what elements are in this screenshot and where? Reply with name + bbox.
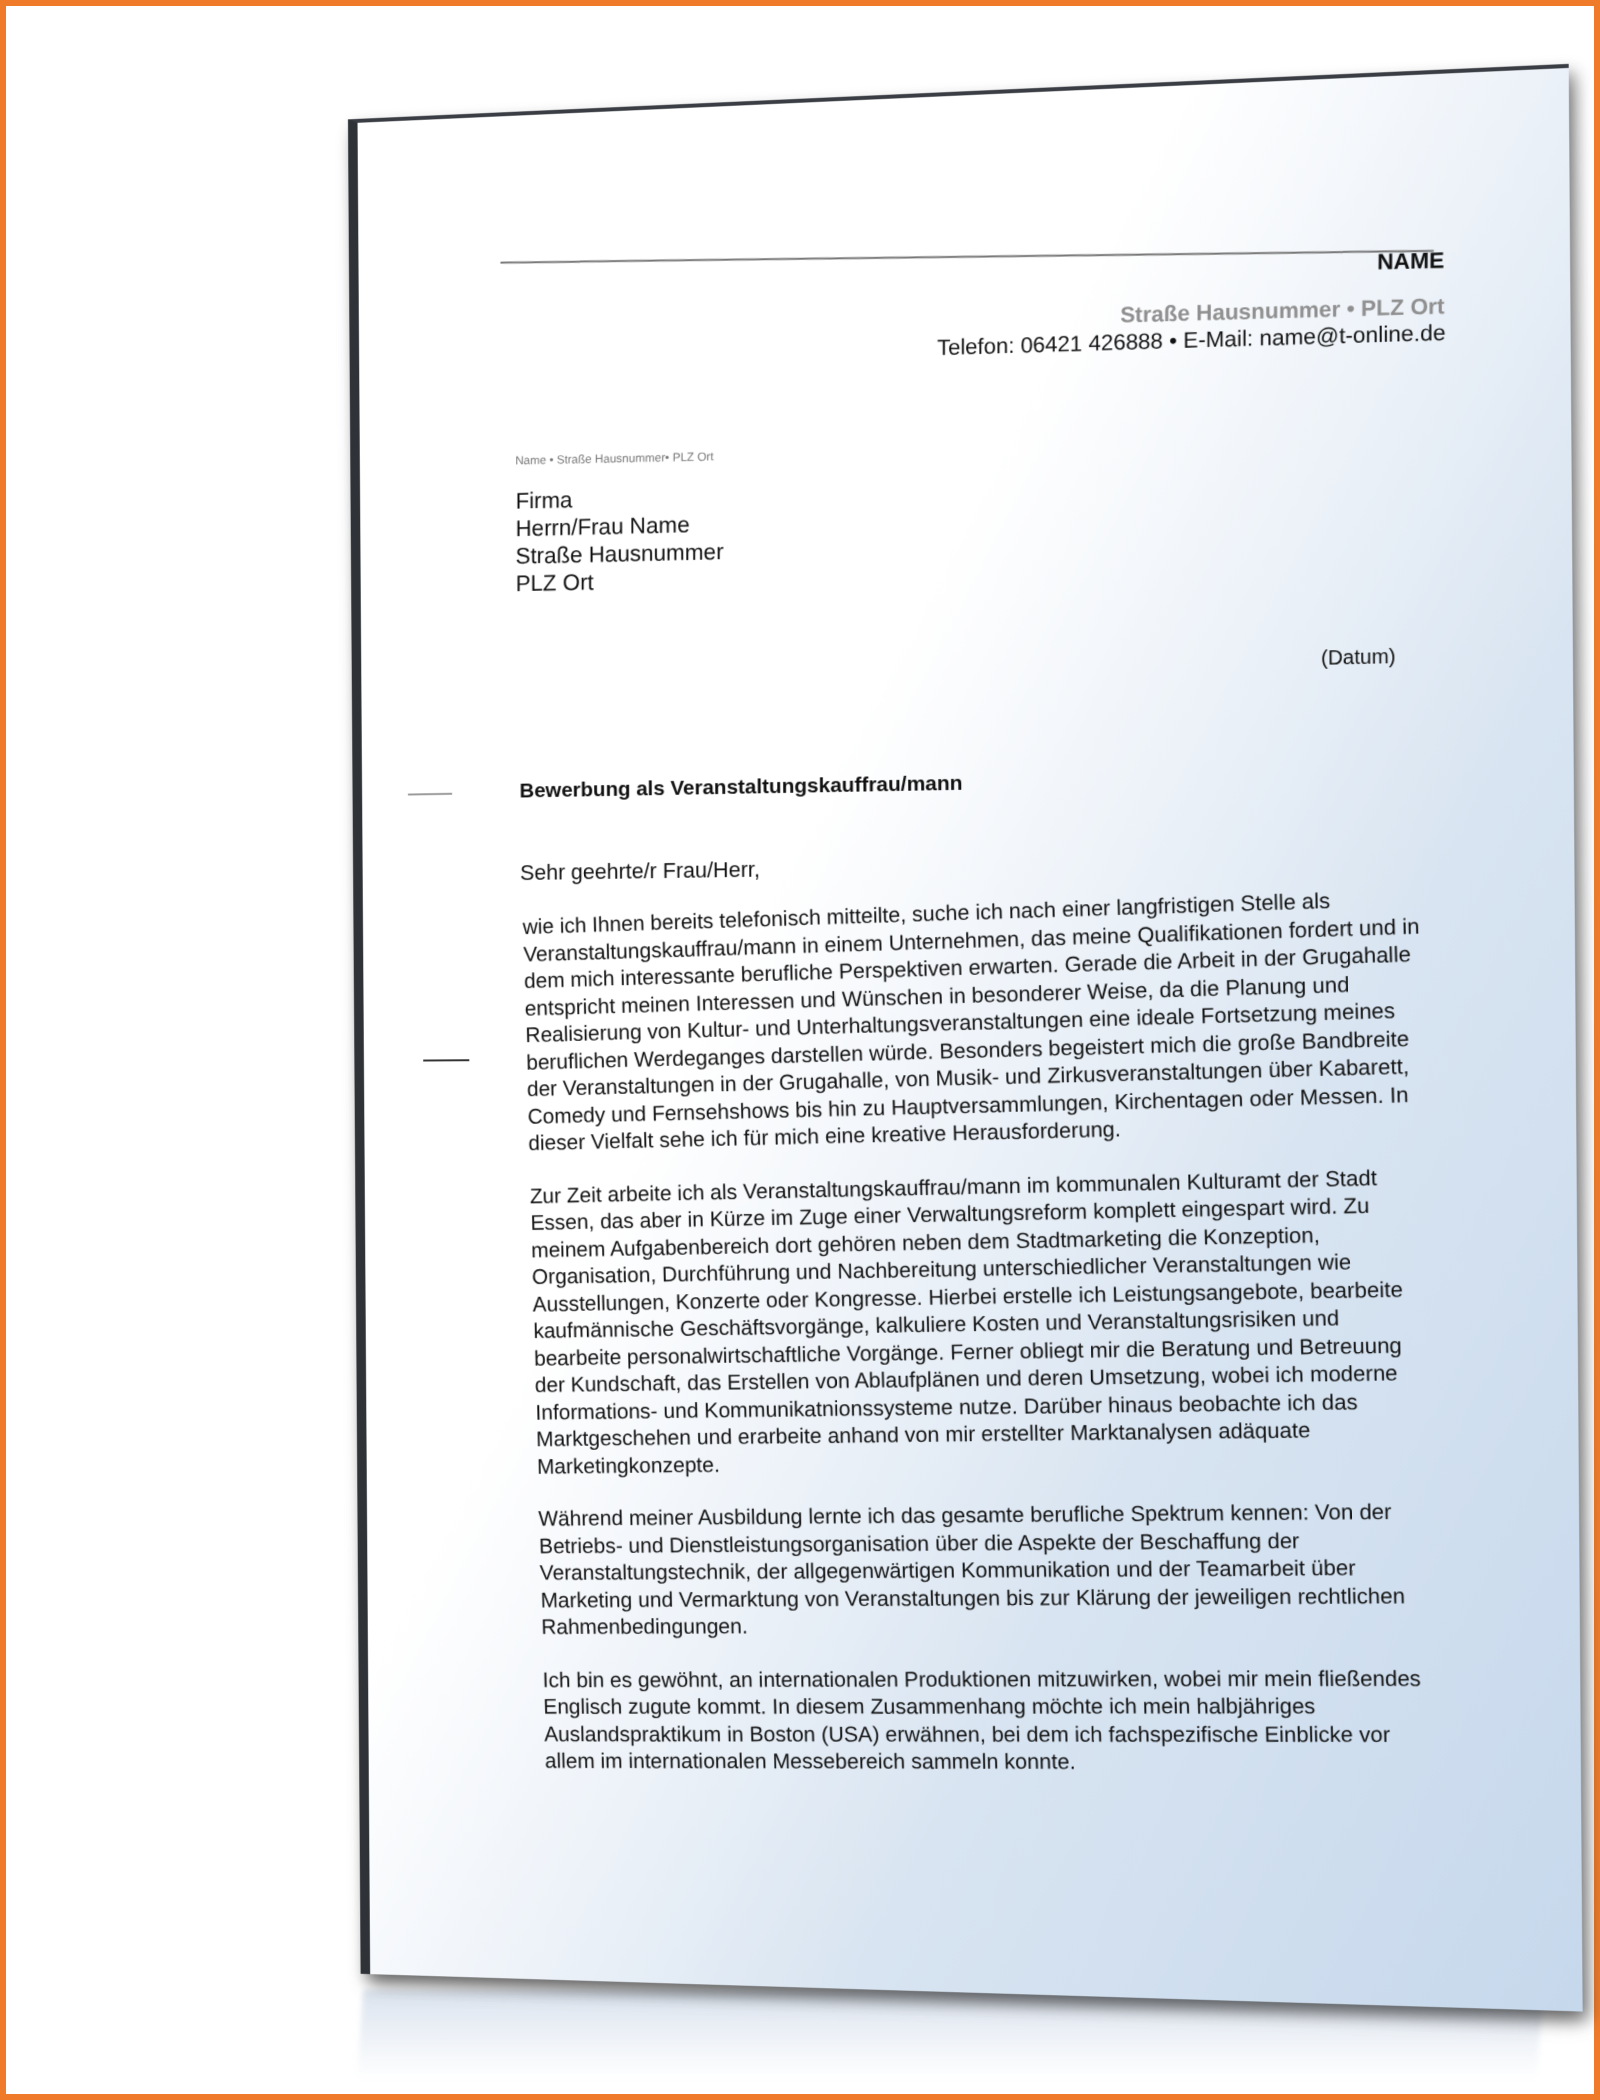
letter-page bbox=[348, 64, 1583, 2012]
fold-mark bbox=[408, 793, 452, 796]
header-address: Straße Hausnummer • PLZ Ort bbox=[1120, 293, 1445, 328]
header-contact: Telefon: 06421 426888 • E-Mail: name@t-online.de bbox=[936, 319, 1446, 361]
recipient-person: Herrn/Frau Name bbox=[515, 511, 690, 542]
letter-date: (Datum) bbox=[1320, 645, 1396, 670]
recipient-address bbox=[516, 482, 724, 597]
letter-salutation: Sehr geehrte/r Frau/Herr, bbox=[520, 856, 761, 885]
recipient-company: Firma bbox=[515, 486, 573, 514]
header-name: NAME bbox=[1377, 247, 1445, 275]
letter-body bbox=[522, 885, 1449, 1804]
sender-return-address: Name • Straße Hausnummer• PLZ Ort bbox=[515, 449, 714, 468]
recipient-street: Straße Hausnummer bbox=[515, 538, 724, 569]
body-paragraph-2: Zur Zeit arbeite ich als Veranstaltungskauffrau/mann im kommunalen Kulturamt der Stadt Essen, das aber in Kürze im Zuge einer Verwaltungsreform komplett eingespart wird. Zu meinem Aufgabenbereich dort gehören neben dem Stadtmarketing die Konzeption, Organisation, Durchführung und Nachbereitung unterschiedlicher Veranstaltungen wie Ausstellungen, Konzerte oder Kongresse. Hierbei erstelle ich Leistungsangebote, bearbeite kaufmännische Geschäftsvorgänge, kalkuliere Kosten und Veranstaltungsrisiken und bearbeite personalwirtschaftliche Vorgänge. Ferner obliegt mir die Beratung und Betreuung der Kundschaft, das Erstellen von Ablaufplänen und deren Umsetzung, wobei ich moderne Informations- und Kommunikatnionssysteme nutze. Darüber hinaus beobachte ich das Marktgeschehen und erarbeite anhand von mir erstellter Marktanalysen adäquate Marketingkonzepte. bbox=[529, 1165, 1404, 1479]
letter-subject: Bewerbung als Veranstaltungskauffrau/mann bbox=[519, 771, 963, 803]
body-paragraph-1: wie ich Ihnen bereits telefonisch mitteilte, suche ich nach einer langfristigen Stelle als Veranstaltungskauffrau/mann in einem Unternehmen, das meine Qualifikationen fordert und in dem mich interessante berufliche Perspektiven erwarten. Gerade die Arbeit in der Grugahalle entspricht meinen Interessen und Wünschen in besonderer Weise, da die Planung und Realisierung von Kultur- und Unterhaltungsveranstaltungen eine ideale Fortsetzung meines beruflichen Werdeganges darstellen würde. Besonders begeistert mich die große Bandbreite der Veranstaltungen in der Grugahalle, von Musik- und Zirkusveranstaltungen über Kabarett, Comedy und Fernsehshows bis hin zu Hauptversammlungen, Kirchentagen oder Messen. In dieser Vielfalt sehe ich für mich eine kreative Herausforderung. bbox=[522, 888, 1420, 1156]
header-rule bbox=[500, 250, 1433, 264]
body-paragraph-4: Ich bin es gewöhnt, an internationalen Produktionen mitzuwirken, wobei mir mein fließendes Englisch zugute kommt. In diesem Zusammenhang möchte ich mein halbjähriges Auslandspraktikum in Boston (USA) erwähnen, bei dem ich fachspezifische Einblicke vor allem im internationalen Messebereich sammeln konnte. bbox=[542, 1665, 1422, 1774]
punch-mark bbox=[423, 1059, 469, 1061]
recipient-city: PLZ Ort bbox=[515, 568, 594, 597]
body-paragraph-3: Während meiner Ausbildung lernte ich das gesamte berufliche Spektrum kennen: Von der Betriebs- und Dienstleistungsorganisation über die Aspekte der Beschaffung der Veranstaltungstechnik, der allgegenwärtigen Kommunikation und der Teamarbeit über Marketing und Vermarktung von Veranstaltungen bis zur Klärung der jeweiligen rechtlichen Rahmenbedingungen. bbox=[538, 1499, 1406, 1639]
